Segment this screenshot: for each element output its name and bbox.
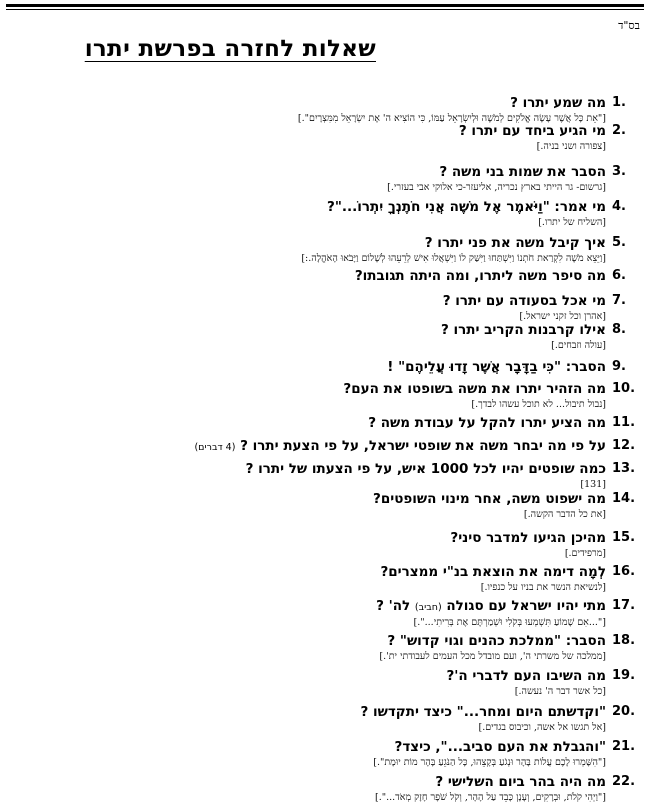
top-rule-thin xyxy=(6,9,644,10)
question-label: מה ישפוט משה, אחר מינוי השופטים? xyxy=(373,491,606,507)
answer-text: [אהרן וכל זקני ישראל.] xyxy=(519,311,606,322)
question-number: 1. xyxy=(612,95,626,110)
question-item xyxy=(32,438,642,456)
answer-text: [מרפידים.] xyxy=(564,548,606,559)
question-number: 8. xyxy=(612,322,626,337)
question-item xyxy=(32,739,642,769)
question-text xyxy=(32,123,606,140)
answer-text: ["אֵת כָּל אֲשֶׁר עָשָׂה אֱלֹקִים לְמֹשֶׁה וּלְיִשְׂרָאֵל עַמּוֹ, כִּי הוֹצִיא ה' אֶת יִשְׂרָאֵל מִמִּצְרָיִם".] xyxy=(297,113,606,124)
answer-text: ["הִשָּׁמְרוּ לָכֶם עֲלוֹת בָּהָר וּנְגֹעַ בְּקָצֵהוּ, כָּל הַנֹּגֵעַ בָּהָר מוֹת יוּמָת".] xyxy=(373,757,606,768)
question-item xyxy=(32,381,642,411)
answer-text: [לנשיאת הנשר את בניו על כנפיו.] xyxy=(480,582,606,593)
question-number: 6. xyxy=(612,268,626,283)
answer-text: [נבול תיבול... לא תוכל עשהו לבדך.] xyxy=(471,399,606,410)
question-label: לְמָה דימה את הוצאת בנ"י ממצרים? xyxy=(380,564,606,580)
question-label: הסבר: "ממלכת כהנים וגוי קדוש" ? xyxy=(387,633,606,649)
question-text xyxy=(32,633,606,650)
question-body xyxy=(32,739,612,769)
question-text xyxy=(32,415,606,432)
question-body xyxy=(32,293,612,323)
answer-text: ["...אִם שָׁמוֹעַ תִּשְׁמְעוּ בְּקֹלִי וּשְׁמַרְתֶּם אֶת בְּרִיתִי...".] xyxy=(413,617,606,628)
question-number: 22. xyxy=(612,774,636,789)
question-text xyxy=(32,199,606,216)
answer-text: [עולה וזבחים.] xyxy=(551,340,606,351)
page-title: שאלות לחזרה בפרשת יתרו xyxy=(84,36,376,62)
question-number: 11. xyxy=(612,415,636,430)
question-label-end: לה' ? xyxy=(376,598,411,614)
question-body xyxy=(32,564,612,594)
question-label: מי אמר: "וַיֹּאמֶר אֶל מֹשֶׁה אֲנִי חֹתֶנְךָ יִתְרוֹ..."? xyxy=(327,199,606,215)
question-body xyxy=(32,381,612,411)
question-number: 5. xyxy=(612,235,626,250)
question-item xyxy=(32,704,642,734)
question-label: מה סיפר משה ליתרו, ומה היתה תגובתו? xyxy=(354,268,606,284)
question-label: מה הזהיר יתרו את משה בשופטו את העם? xyxy=(343,381,606,397)
question-label: מי אכל בסעודה עם יתרו ? xyxy=(442,293,606,309)
question-number: 7. xyxy=(612,293,626,308)
question-label: אילו קרבנות הקריב יתרו ? xyxy=(440,322,606,338)
question-text xyxy=(32,774,606,791)
question-text xyxy=(32,598,606,616)
answer-text: [אל תגשו אל אשה, וכיבוס בגדים.] xyxy=(478,722,606,733)
answer-text: [וַיֵּצֵא מֹשֶׁה לִקְרַאת חֹתְנוֹ וַיִּשְׁתַּחוּ וַיִּשַּׁק לוֹ וַיִּשְׁאֲלוּ אִישׁ לְרֵעֵהוּ לְשָׁלוֹם וַיָּבֹאוּ הָאֹהֱלָה.:] xyxy=(301,253,606,264)
question-label: הסבר: "כִּי בַדָּבָר אֲשֶׁר זָדוּ עֲלֵיהֶם" ! xyxy=(387,359,606,375)
question-label: מתי יהיו ישראל עם סגולה xyxy=(446,598,606,614)
question-item xyxy=(32,359,642,376)
question-item xyxy=(32,293,642,323)
question-item xyxy=(32,322,642,352)
question-item xyxy=(32,268,642,285)
question-body xyxy=(32,199,612,229)
top-rule-thick xyxy=(6,4,644,7)
question-text xyxy=(32,564,606,581)
question-text xyxy=(32,461,606,478)
question-item xyxy=(32,164,642,194)
question-label: מהיכן הגיעו למדבר סיני? xyxy=(450,530,606,546)
question-body xyxy=(32,235,612,265)
question-body xyxy=(32,268,612,285)
answer-text: [כל אשר דבר ה' נעשה.] xyxy=(514,686,606,697)
question-text xyxy=(32,530,606,547)
question-body xyxy=(32,359,612,376)
question-text xyxy=(32,704,606,721)
question-item xyxy=(32,491,642,521)
question-note: (4 דברים) xyxy=(194,442,236,453)
question-item xyxy=(32,415,642,432)
answer-text: [את כל הדבר הקשה.] xyxy=(523,509,606,520)
answer-text: [131] xyxy=(580,479,606,490)
question-body xyxy=(32,438,612,456)
question-number: 13. xyxy=(612,461,636,476)
question-body xyxy=(32,530,612,560)
question-note: (חביב) xyxy=(414,602,442,613)
question-text xyxy=(32,438,606,456)
corner-header: בס"ד xyxy=(618,19,640,32)
question-body xyxy=(32,598,612,629)
question-number: 19. xyxy=(612,668,636,683)
question-item xyxy=(32,95,642,125)
question-label: "והגבלת את העם סביב...", כיצד? xyxy=(394,739,606,755)
question-text xyxy=(32,668,606,685)
question-number: 12. xyxy=(612,438,636,453)
question-number: 20. xyxy=(612,704,636,719)
question-item xyxy=(32,668,642,698)
question-label: איך קיבל משה את פני יתרו ? xyxy=(424,235,606,251)
question-item xyxy=(32,199,642,229)
question-item xyxy=(32,774,642,804)
question-body xyxy=(32,668,612,698)
answer-text: [השליח של יתרו.] xyxy=(538,217,606,228)
question-text xyxy=(32,164,606,181)
question-text xyxy=(32,359,606,376)
question-text xyxy=(32,268,606,285)
question-item xyxy=(32,123,642,153)
question-body xyxy=(32,164,612,194)
question-item xyxy=(32,461,642,491)
question-text xyxy=(32,293,606,310)
question-label: כמה שופטים יהיו לכל 1000 איש, על פי הצעתו של יתרו ? xyxy=(245,461,606,477)
question-label: על פי מה יבחר משה את שופטי ישראל, על פי הצעת יתרו ? xyxy=(240,438,606,454)
question-label: "וקדשתם היום ומחר..." כיצד יתקדשו ? xyxy=(360,704,606,720)
question-label: מה היה בהר ביום השלישי ? xyxy=(435,774,606,790)
question-label: מה שמע יתרו ? xyxy=(510,95,606,111)
question-number: 2. xyxy=(612,123,626,138)
question-label: הסבר את שמות בני משה ? xyxy=(439,164,606,180)
question-number: 17. xyxy=(612,598,636,613)
question-body xyxy=(32,774,612,804)
question-body xyxy=(32,491,612,521)
question-body xyxy=(32,633,612,663)
question-number: 3. xyxy=(612,164,626,179)
question-label: מי הגיע ביחד עם יתרו ? xyxy=(458,123,606,139)
answer-text: [ממלכה של משרתי ה', ועם מובדל מכל העמים לעבודתי ית'.] xyxy=(379,651,606,662)
question-body xyxy=(32,95,612,125)
question-body xyxy=(32,322,612,352)
question-number: 10. xyxy=(612,381,636,396)
question-item xyxy=(32,564,642,594)
question-number: 9. xyxy=(612,359,626,374)
question-number: 18. xyxy=(612,633,636,648)
question-number: 16. xyxy=(612,564,636,579)
question-item xyxy=(32,235,642,265)
question-label: מה השיבו העם לדברי ה'? xyxy=(446,668,606,684)
question-text xyxy=(32,381,606,398)
question-number: 4. xyxy=(612,199,626,214)
question-text xyxy=(32,322,606,339)
question-label: מה הציע יתרו להקל על עבודת משה ? xyxy=(368,415,606,431)
question-text xyxy=(32,235,606,252)
question-body xyxy=(32,415,612,432)
question-body xyxy=(32,123,612,153)
question-number: 21. xyxy=(612,739,636,754)
question-item xyxy=(32,530,642,560)
question-body xyxy=(32,704,612,734)
question-number: 15. xyxy=(612,530,636,545)
question-item xyxy=(32,633,642,663)
question-text xyxy=(32,739,606,756)
question-item xyxy=(32,598,642,629)
question-body xyxy=(32,461,612,491)
question-text xyxy=(32,95,606,112)
answer-text: [צפורה ושני בניה.] xyxy=(536,141,606,152)
answer-text: ["וַיְהִי קֹלֹת, וּבְרָקִים, וְעָנָן כָּבֵד עַל הָהָר, וְקֹל שֹׁפָר חָזָק מְאֹד...".] xyxy=(375,792,606,803)
question-number: 14. xyxy=(612,491,636,506)
question-text xyxy=(32,491,606,508)
answer-text: [גרשום- גר הייתי בארץ נכריה, אליעזר-כי אלוקי אבי בעזרי.] xyxy=(387,182,606,193)
